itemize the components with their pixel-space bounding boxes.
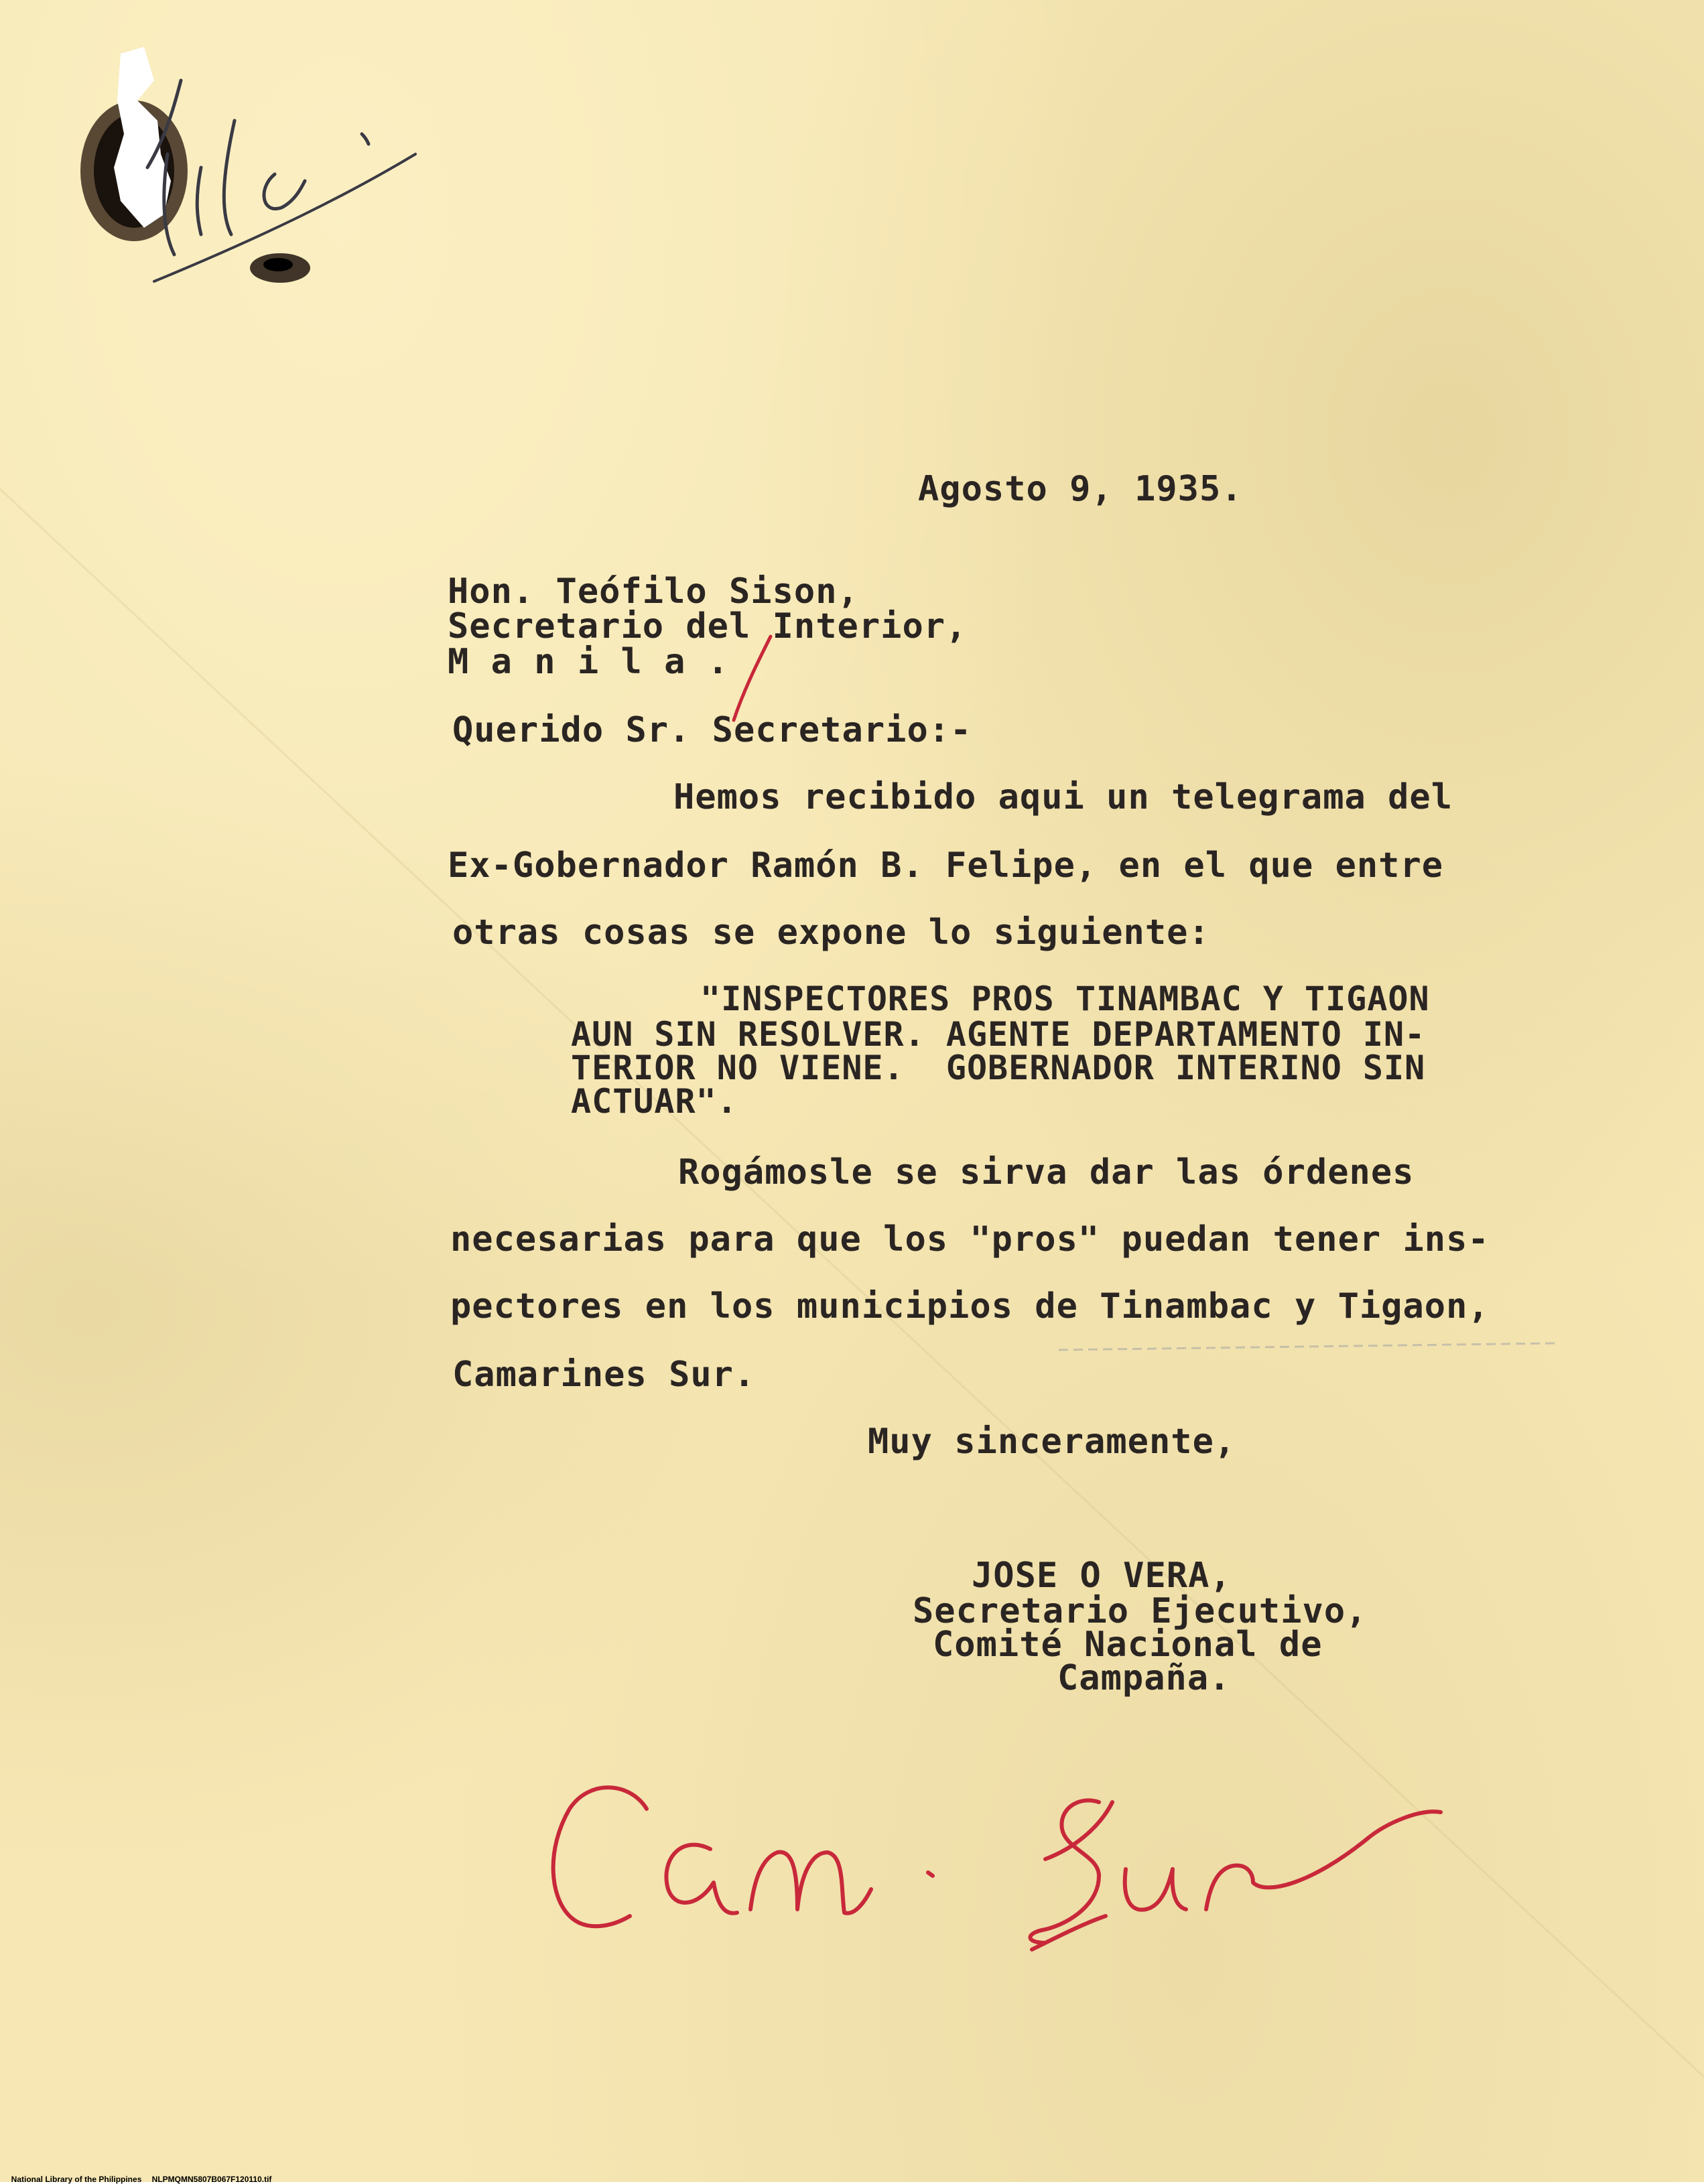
recipient-title: Secretario del Interior, [448,606,968,646]
body2-line4: Camarines Sur. [452,1355,756,1395]
body2-line2: necesarias para que los "pros" puedan tener ins- [450,1219,1490,1259]
salutation: Querido Sr. Secretario:- [452,710,972,750]
signature-title: Secretario Ejecutivo, [913,1591,1368,1631]
footer-catalog-id: NLPMQMN5807B067F120110.tif [151,2175,272,2184]
body2-line1: Rogámosle se sirva dar las órdenes [678,1152,1415,1192]
quote-line1: "INSPECTORES PROS TINAMBAC Y TIGAON [700,979,1430,1018]
footer-institution: National Library of the Philippines [11,2175,142,2184]
body1-line2: Ex-Gobernador Ramón B. Felipe, en el que entre [448,845,1444,886]
quote-line3: TERIOR NO VIENE. GOBERNADOR INTERINO SIN [571,1048,1426,1087]
closing: Muy sinceramente, [868,1422,1236,1462]
recipient-city: M a n i l a . [448,642,729,682]
footer-credit [7,2165,141,2184]
letter-date: Agosto 9, 1935. [918,469,1243,509]
body2-line3: pectores en los municipios de Tinambac y Tigaon, [450,1286,1490,1326]
quote-line4: ACTUAR". [571,1082,738,1121]
body1-line3: otras cosas se expone lo siguiente: [452,912,1210,953]
recipient-name: Hon. Teófilo Sison, [448,571,859,612]
body1-line1: Hemos recibido aqui un telegrama del [673,777,1453,817]
quote-line2: AUN SIN RESOLVER. AGENTE DEPARTAMENTO IN- [571,1015,1426,1054]
signature-org-cont: Campaña. [1057,1658,1231,1698]
signature-org: Comité Nacional de [933,1625,1323,1665]
signature-name: JOSE O VERA, [972,1556,1232,1596]
footer-catalog [147,2165,271,2184]
